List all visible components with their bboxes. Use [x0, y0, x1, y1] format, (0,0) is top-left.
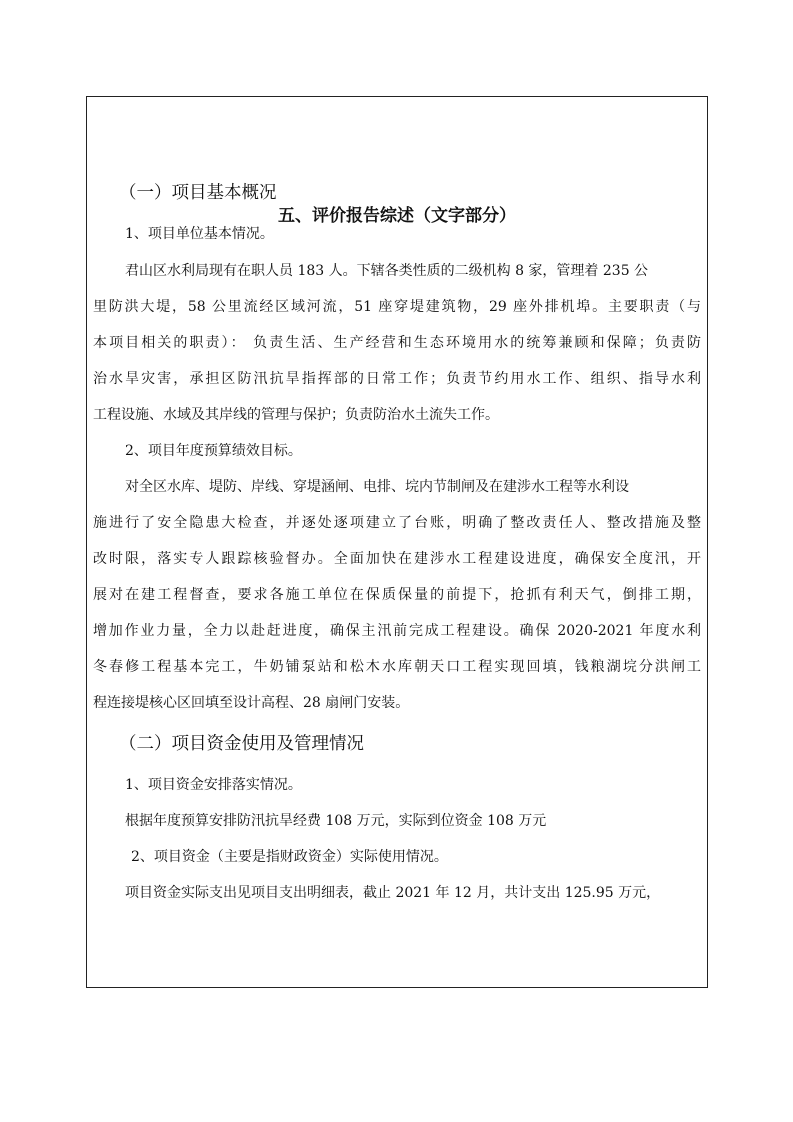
paragraph-line: 施进行了安全隐患大检查，并逐处逐项建立了台账，明确了整改责任人、整改措施及整 — [93, 515, 701, 531]
page-title: 五、评价报告综述（文字部分） — [278, 206, 516, 226]
paragraph-line: 冬春修工程基本完工，牛奶铺泵站和松木水库朝天口工程实现回填，钱粮湖垸分洪闸工 — [93, 659, 701, 675]
paragraph-line: 项目资金实际支出见项目支出明细表，截止 2021 年 12 月，共计支出 125.95 万元， — [125, 885, 661, 901]
paragraph-line: 展对在建工程督查，要求各施工单位在保质保量的前提下，抢抓有利天气，倒排工期， — [93, 587, 701, 603]
section-heading-1: （一）项目基本概况 — [119, 183, 277, 203]
paragraph-line: 里防洪大堤，58 公里流经区域河流，51 座穿堤建筑物，29 座外排机埠。主要职责（与 — [93, 299, 701, 315]
paragraph-line: 君山区水利局现有在职人员 183 人。下辖各类性质的二级机构 8 家，管理着 235 公 — [125, 263, 649, 279]
paragraph-line: 程连接堤核心区回填至设计高程、28 扇闸门安装。 — [93, 695, 410, 711]
subheading-unit-info: 1、项目单位基本情况。 — [125, 226, 274, 242]
report-frame — [86, 96, 708, 988]
paragraph-line: 对全区水库、堤防、岸线、穿堤涵闸、电排、垸内节制闸及在建涉水工程等水利设 — [125, 479, 629, 495]
paragraph-line: 本项目相关的职责）： 负责生活、生产经营和生态环境用水的统筹兼顾和保障；负责防 — [93, 335, 701, 351]
section-heading-2: （二）项目资金使用及管理情况 — [119, 734, 364, 754]
subheading-fund-usage: 2、项目资金（主要是指财政资金）实际使用情况。 — [131, 849, 448, 865]
subheading-fund-arrangement: 1、项目资金安排落实情况。 — [125, 777, 302, 793]
paragraph-line: 改时限，落实专人跟踪核验督办。全面加快在建涉水工程建设进度，确保安全度汛，开 — [93, 551, 701, 567]
paragraph-line: 根据年度预算安排防汛抗旱经费 108 万元，实际到位资金 108 万元 — [125, 813, 547, 829]
paragraph-line: 工程设施、水域及其岸线的管理与保护；负责防治水土流失工作。 — [93, 407, 499, 423]
paragraph-line: 增加作业力量，全力以赴赶进度，确保主汛前完成工程建设。确保 2020-2021 年度水利 — [93, 623, 701, 639]
subheading-budget-goals: 2、项目年度预算绩效目标。 — [125, 443, 302, 459]
paragraph-line: 治水旱灾害，承担区防汛抗旱指挥部的日常工作；负责节约用水工作、组织、指导水利 — [93, 371, 701, 387]
